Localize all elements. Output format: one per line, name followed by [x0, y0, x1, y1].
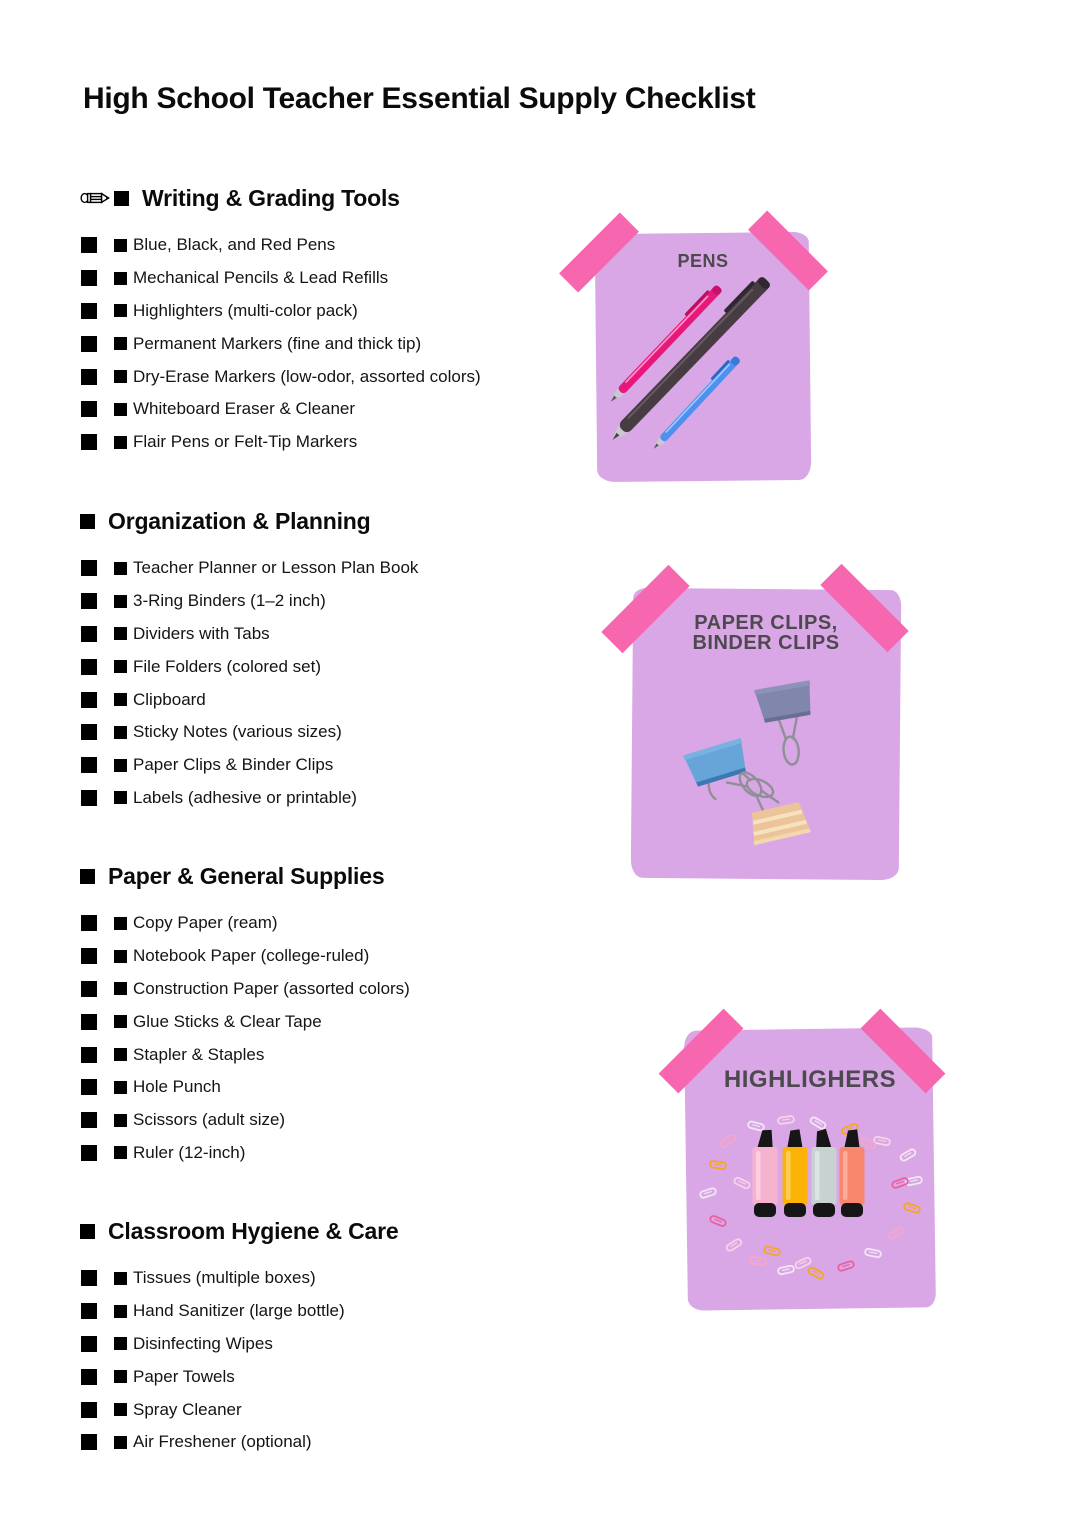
- note-title: HIGHLIGHERS: [723, 1066, 897, 1093]
- note-title-line2: BINDER CLIPS: [692, 632, 840, 654]
- item-label: Paper Clips & Binder Clips: [133, 755, 334, 775]
- bullet-square-glyph: [114, 1146, 127, 1159]
- bullet-square-glyph: [114, 1370, 127, 1383]
- checklist: [80, 229, 620, 459]
- highlighter: [812, 1129, 837, 1217]
- bullet-square-glyph: [114, 791, 127, 804]
- bullet-square-glyph: [114, 1114, 127, 1127]
- item-label: Notebook Paper (college-ruled): [133, 946, 370, 966]
- pens-illustration: [576, 225, 816, 487]
- black-square-glyph: [80, 514, 95, 529]
- checklist-item: [80, 716, 620, 749]
- checklist-item: [80, 1328, 620, 1361]
- bullet-square-glyph: [114, 595, 127, 608]
- bullet-square-glyph: [114, 272, 127, 285]
- section-title: Writing & Grading Tools: [142, 184, 400, 211]
- bullet-square-glyph: [114, 1081, 127, 1094]
- item-label: Clipboard: [133, 689, 206, 709]
- checkbox-square-glyph: [81, 336, 97, 352]
- bullet-square-glyph: [114, 726, 127, 739]
- item-label: Dividers with Tabs: [133, 623, 270, 643]
- black-square-glyph: [80, 869, 95, 884]
- checklist-item: [80, 1262, 620, 1295]
- black-square-glyph: [114, 191, 129, 206]
- checkbox-square-glyph: [81, 948, 97, 964]
- bullet-square-glyph: [114, 1403, 127, 1416]
- checklist-item: [80, 1295, 620, 1328]
- page-title: High School Teacher Essential Supply Checklist: [83, 82, 756, 115]
- section-writing-grading-tools: [80, 183, 620, 459]
- taped-note-binder-clips: [613, 573, 910, 880]
- blue-pen: [649, 354, 741, 452]
- item-label: Dry-Erase Markers (low-odor, assorted colors): [133, 366, 481, 386]
- checkbox-square-glyph: [81, 981, 97, 997]
- item-label: Ruler (12-inch): [133, 1142, 246, 1162]
- item-label: File Folders (colored set): [133, 656, 322, 676]
- checkbox-square-glyph: [81, 692, 97, 708]
- bullet-square-glyph: [114, 627, 127, 640]
- checkbox-square-glyph: [81, 1369, 97, 1385]
- bullet-square-glyph: [114, 1015, 127, 1028]
- checklist-item: [80, 393, 620, 426]
- checklist-item: [80, 426, 620, 459]
- checkbox-square-glyph: [81, 1303, 97, 1319]
- bullet-square-glyph: [114, 370, 127, 383]
- checkbox-square-glyph: [81, 790, 97, 806]
- checklist-item: [80, 585, 620, 618]
- checklist-item: [80, 1137, 620, 1170]
- bullet-square-glyph: [114, 1337, 127, 1350]
- pencil-icon: [80, 189, 110, 207]
- checklist-item: [80, 650, 620, 683]
- purple-binder-clip: [754, 680, 823, 769]
- item-label: Teacher Planner or Lesson Plan Book: [133, 558, 419, 578]
- checklist-item: [80, 749, 620, 782]
- checklist-item: [80, 618, 620, 651]
- item-label: Sticky Notes (various sizes): [133, 722, 342, 742]
- checkbox-square-glyph: [81, 593, 97, 609]
- checklist-item: [80, 327, 620, 360]
- black-square-glyph: [80, 1224, 95, 1239]
- checklist-item: [80, 295, 620, 328]
- bullet-square-glyph: [114, 337, 127, 350]
- taped-note-highlighters: [668, 1023, 945, 1313]
- bullet-square-glyph: [114, 239, 127, 252]
- checkbox-square-glyph: [81, 1434, 97, 1450]
- checklist-item: [80, 1071, 620, 1104]
- checklist-item: [80, 552, 620, 585]
- highlighter-pens: [753, 1128, 865, 1217]
- checkbox-square-glyph: [81, 626, 97, 642]
- section-header: [80, 506, 620, 536]
- checkbox-square-glyph: [81, 560, 97, 576]
- note-title-line1: PAPER CLIPS,: [694, 612, 838, 634]
- section-title: Paper & General Supplies: [108, 862, 385, 889]
- bullet-square-glyph: [114, 1272, 127, 1285]
- item-label: Glue Sticks & Clear Tape: [133, 1011, 322, 1031]
- checkbox-square-glyph: [81, 757, 97, 773]
- checklist-item: [80, 907, 620, 940]
- blue-binder-clip: [683, 732, 780, 822]
- bullet-square-glyph: [114, 304, 127, 317]
- item-label: Tissues (multiple boxes): [133, 1268, 316, 1288]
- section-title: Organization & Planning: [108, 507, 371, 534]
- item-label: 3-Ring Binders (1–2 inch): [133, 591, 326, 611]
- bullet-square-glyph: [114, 1436, 127, 1449]
- checkbox-square-glyph: [81, 270, 97, 286]
- section-paper-general-supplies: [80, 861, 620, 1169]
- checklist-item: [80, 1393, 620, 1426]
- section-classroom-hygiene-care: [80, 1216, 620, 1459]
- item-label: Spray Cleaner: [133, 1399, 242, 1419]
- checkbox-square-glyph: [81, 659, 97, 675]
- checklist: [80, 552, 620, 814]
- checkbox-square-glyph: [81, 237, 97, 253]
- checkbox-square-glyph: [81, 434, 97, 450]
- bullet-square-glyph: [114, 1305, 127, 1318]
- checklist-item: [80, 1104, 620, 1137]
- item-label: Whiteboard Eraser & Cleaner: [133, 399, 356, 419]
- checkbox-square-glyph: [81, 369, 97, 385]
- item-label: Flair Pens or Felt-Tip Markers: [133, 432, 358, 452]
- item-label: Scissors (adult size): [133, 1110, 286, 1130]
- item-label: Hand Sanitizer (large bottle): [133, 1301, 345, 1321]
- bullet-square-glyph: [114, 759, 127, 772]
- checklist: [80, 1262, 620, 1459]
- highlighter: [753, 1128, 778, 1217]
- bullet-square-glyph: [114, 562, 127, 575]
- checkbox-square-glyph: [81, 1112, 97, 1128]
- dark-pen: [605, 273, 771, 444]
- taped-note-pens: [576, 225, 816, 487]
- item-label: Air Freshener (optional): [133, 1432, 312, 1452]
- checkbox-square-glyph: [81, 303, 97, 319]
- checkbox-square-glyph: [81, 1047, 97, 1063]
- bullet-square-glyph: [114, 660, 127, 673]
- checklist-item: [80, 1038, 620, 1071]
- note-title: PENS: [677, 251, 729, 271]
- checkbox-square-glyph: [81, 915, 97, 931]
- bullet-square-glyph: [114, 403, 127, 416]
- item-label: Blue, Black, and Red Pens: [133, 235, 336, 255]
- item-label: Mechanical Pencils & Lead Refills: [133, 268, 389, 288]
- checklist-item: [80, 973, 620, 1006]
- checkbox-square-glyph: [81, 1402, 97, 1418]
- checkbox-square-glyph: [81, 724, 97, 740]
- item-label: Stapler & Staples: [133, 1044, 265, 1064]
- item-label: Construction Paper (assorted colors): [133, 978, 410, 998]
- checklist-item: [80, 782, 620, 815]
- section-title: Classroom Hygiene & Care: [108, 1217, 399, 1244]
- bullet-square-glyph: [114, 982, 127, 995]
- checklist-item: [80, 1360, 620, 1393]
- checkbox-square-glyph: [81, 1014, 97, 1030]
- bullet-square-glyph: [114, 917, 127, 930]
- scattered-paper-clips: [699, 1116, 922, 1280]
- checkbox-square-glyph: [81, 1145, 97, 1161]
- checkbox-square-glyph: [81, 1336, 97, 1352]
- item-label: Hole Punch: [133, 1077, 221, 1097]
- checkbox-square-glyph: [81, 401, 97, 417]
- section-header: [80, 183, 620, 213]
- section-header: [80, 1216, 620, 1246]
- bullet-square-glyph: [114, 950, 127, 963]
- checklist-item: [80, 683, 620, 716]
- item-label: Paper Towels: [133, 1366, 235, 1386]
- checklist-item: [80, 262, 620, 295]
- item-label: Copy Paper (ream): [133, 913, 278, 933]
- item-label: Permanent Markers (fine and thick tip): [133, 333, 422, 353]
- bullet-square-glyph: [114, 693, 127, 706]
- item-label: Labels (adhesive or printable): [133, 787, 357, 807]
- bullet-square-glyph: [114, 1048, 127, 1061]
- highlighter: [783, 1128, 808, 1217]
- bullet-square-glyph: [114, 436, 127, 449]
- checklist-item: [80, 229, 620, 262]
- section-organization-planning: [80, 506, 620, 814]
- checklist: [80, 907, 620, 1169]
- checklist-item: [80, 940, 620, 973]
- checkbox-square-glyph: [81, 1270, 97, 1286]
- item-label: Disinfecting Wipes: [133, 1333, 273, 1353]
- checklist-item: [80, 360, 620, 393]
- checkbox-square-glyph: [81, 1079, 97, 1095]
- item-label: Highlighters (multi-color pack): [133, 300, 358, 320]
- section-header: [80, 861, 620, 891]
- checklist-item: [80, 1426, 620, 1459]
- checklist-item: [80, 1005, 620, 1038]
